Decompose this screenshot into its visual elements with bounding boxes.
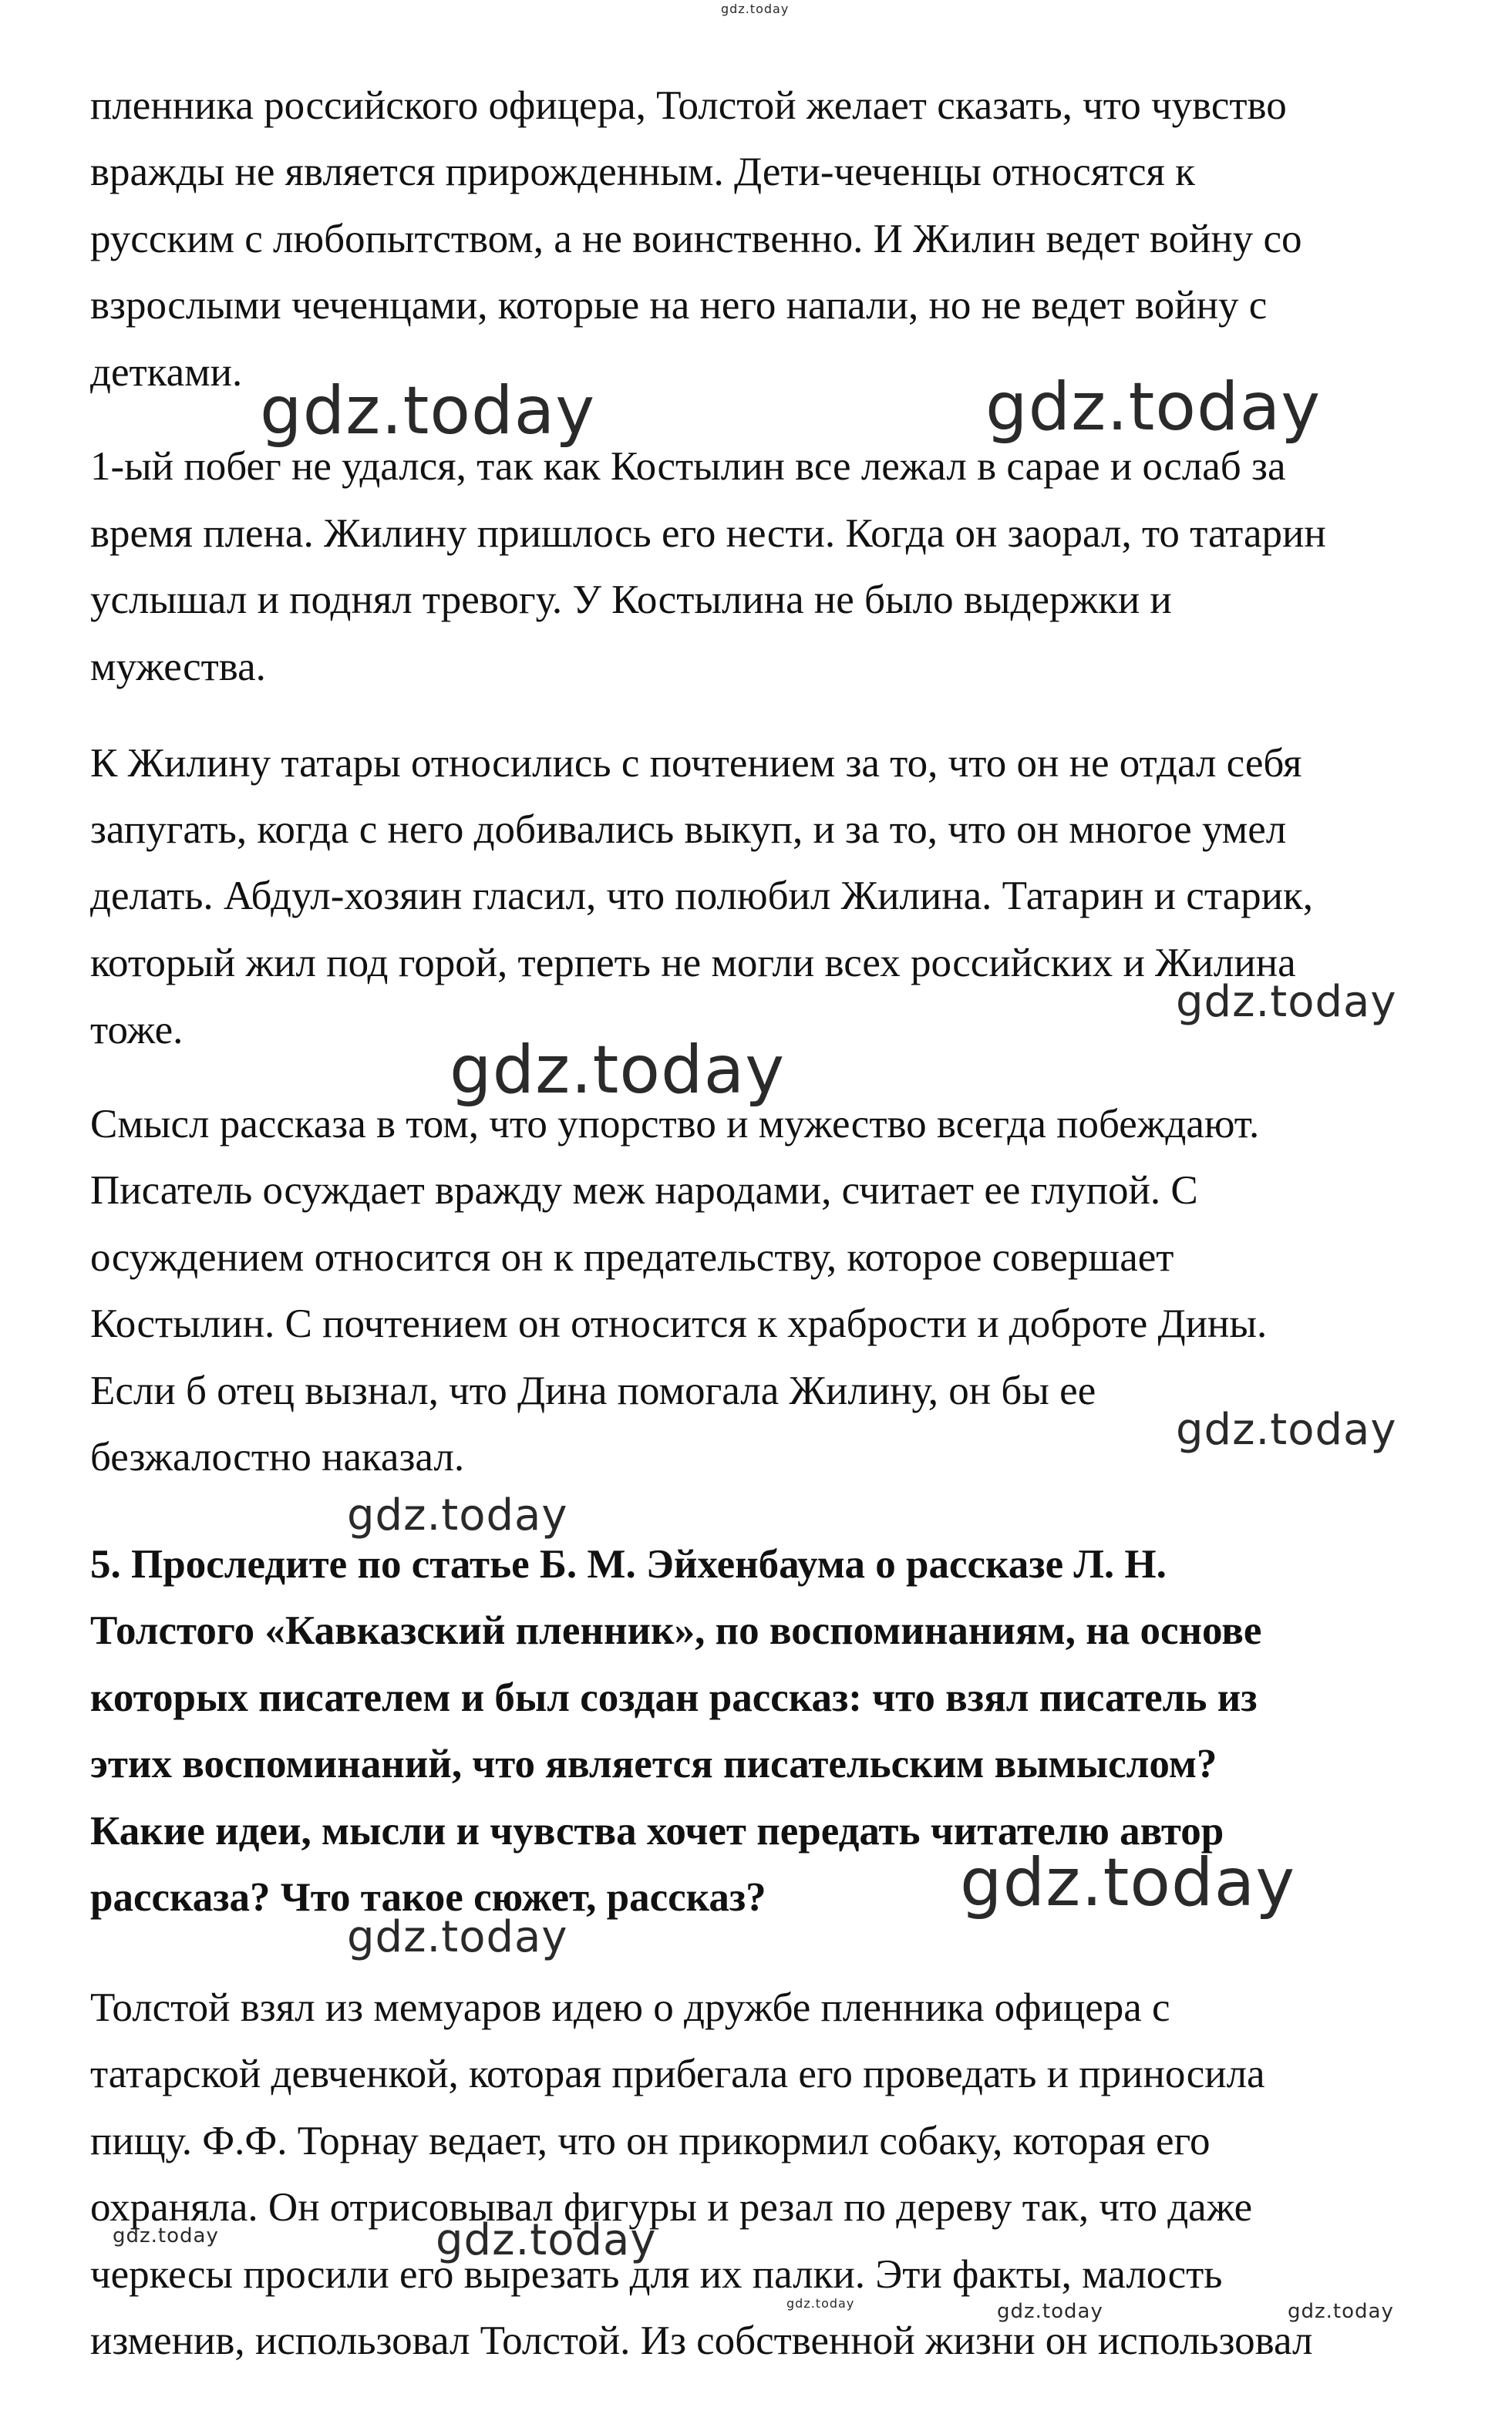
- text-line: 1-ый побег не удался, так как Костылин все лежал в сарае и ослаб за: [90, 444, 1286, 489]
- text-line: взрослыми чеченцами, которые на него напали, но не ведет войну с: [90, 283, 1268, 328]
- text-line: мужества.: [90, 645, 266, 689]
- text-line: Костылин. С почтением он относится к храбрости и доброте Дины.: [90, 1301, 1268, 1346]
- watermark: gdz.today: [1288, 2300, 1394, 2323]
- watermark: gdz.today: [721, 2, 790, 16]
- text-line: черкесы просили его вырезать для их палки. Эти факты, малость: [90, 2252, 1223, 2297]
- text-line: Если б отец вызнал, что Дина помогала Жилину, он бы ее: [90, 1369, 1096, 1413]
- watermark: gdz.today: [960, 1844, 1296, 1921]
- watermark: gdz.today: [347, 1912, 568, 1962]
- watermark: gdz.today: [1176, 977, 1397, 1027]
- text-line: безжалостно наказал.: [90, 1435, 465, 1480]
- watermark: gdz.today: [113, 2224, 219, 2247]
- text-line: тоже.: [90, 1008, 184, 1052]
- text-line: запугать, когда с него добивались выкуп, и за то, что он многое умел: [90, 807, 1287, 852]
- text-line: Писатель осуждает вражду меж народами, считает ее глупой. С: [90, 1168, 1198, 1213]
- text-line: Смысл рассказа в том, что упорство и мужество всегда побеждают.: [90, 1102, 1260, 1146]
- text-line: услышал и поднял тревогу. У Костылина не было выдержки и: [90, 577, 1172, 622]
- question-line: 5. Проследите по статье Б. М. Эйхенбаума о рассказе Л. Н.: [90, 1542, 1167, 1587]
- text-line: охраняла. Он отрисовывал фигуры и резал по дереву так, что даже: [90, 2185, 1253, 2230]
- text-line: осуждением относится он к предательству, которое совершает: [90, 1235, 1174, 1280]
- text-line: татарской девченкой, которая прибегала его проведать и приносила: [90, 2052, 1265, 2096]
- text-line: русским с любопытством, а не воинственно. И Жилин ведет войну со: [90, 217, 1302, 261]
- text-line: Толстой взял из мемуаров идею о дружбе пленника офицера с: [90, 1985, 1170, 2030]
- text-line: изменив, использовал Толстой. Из собственной жизни он использовал: [90, 2318, 1313, 2363]
- question-line: рассказа? Что такое сюжет, рассказ?: [90, 1875, 766, 1920]
- text-line: пленника российского офицера, Толстой желает сказать, что чувство: [90, 83, 1287, 128]
- watermark: gdz.today: [997, 2300, 1103, 2323]
- watermark: gdz.today: [450, 1032, 786, 1109]
- question-line: этих воспоминаний, что является писательским вымыслом?: [90, 1742, 1217, 1786]
- watermark: gdz.today: [260, 372, 596, 449]
- watermark: gdz.today: [436, 2215, 657, 2265]
- question-line: Какие идеи, мысли и чувства хочет передать читателю автор: [90, 1809, 1224, 1854]
- text-line: время плена. Жилину пришлось его нести. Когда он заорал, то татарин: [90, 511, 1326, 556]
- watermark: gdz.today: [347, 1490, 568, 1540]
- watermark: gdz.today: [1176, 1405, 1397, 1455]
- text-line: вражды не является прирожденным. Дети-чеченцы относятся к: [90, 150, 1195, 194]
- text-line: детками.: [90, 350, 243, 395]
- question-line: которых писателем и был создан рассказ: что взял писатель из: [90, 1675, 1258, 1720]
- question-line: Толстого «Кавказский пленник», по воспоминаниям, на основе: [90, 1608, 1262, 1653]
- watermark: gdz.today: [786, 2296, 855, 2311]
- text-line: К Жилину татары относились с почтением за то, что он не отдал себя: [90, 741, 1302, 786]
- text-line: пищу. Ф.Ф. Торнау ведает, что он прикормил собаку, которая его: [90, 2119, 1211, 2163]
- text-line: который жил под горой, терпеть не могли всех российских и Жилина: [90, 941, 1296, 985]
- text-line: делать. Абдул-хозяин гласил, что полюбил Жилина. Татарин и старик,: [90, 874, 1314, 918]
- watermark: gdz.today: [985, 369, 1322, 446]
